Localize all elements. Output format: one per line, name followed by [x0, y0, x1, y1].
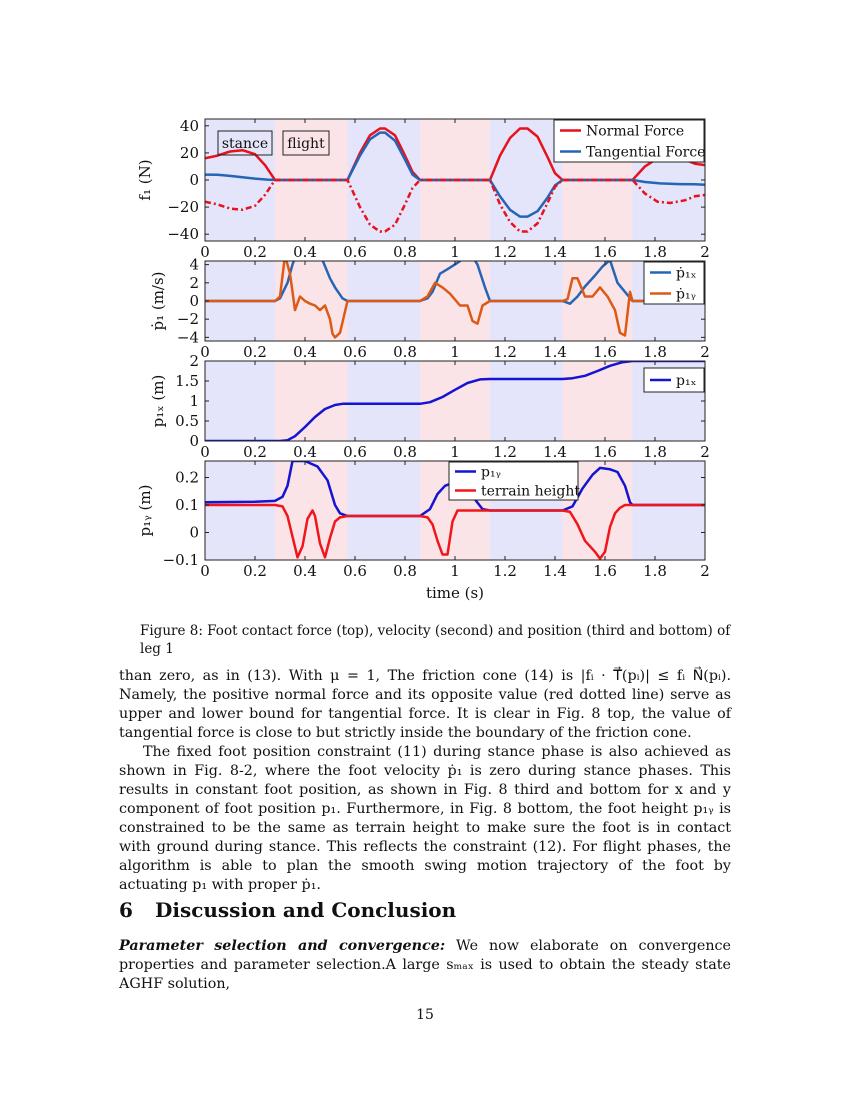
plot-panel-4: [136, 461, 710, 580]
phase-label: flight: [287, 136, 325, 152]
x-tick-label: 0.4: [293, 243, 317, 261]
y-tick-label: 0: [189, 523, 199, 542]
stance-phase-band: [490, 361, 563, 441]
page-number: 15: [416, 1007, 434, 1023]
y-tick-label: 0.5: [175, 412, 199, 430]
legend-label: ṗ₁ᵧ: [676, 286, 696, 303]
x-tick-label: 1.6: [593, 443, 617, 461]
x-tick-label: 1.6: [593, 562, 617, 580]
legend-label: Normal Force: [586, 123, 685, 140]
stance-phase-band: [633, 461, 706, 560]
x-tick-label: 0: [200, 562, 210, 580]
legend-label: p₁ₓ: [676, 373, 697, 389]
x-tick-label: 0.2: [243, 343, 267, 361]
paragraph-2-text: The fixed foot position constraint (11) during stance phase is also achieved as shown in Fig. 8-2, where the foot velocity ṗ₁ is zero during stance phases. This results in constant foot position, as shown in Fig. 8 third and bottom for x and y component of foot position p₁. Furthermore, in Fig. 8 bottom, the foot height p₁ᵧ is constrained to be the same as terrain height to make sure the foot is in contact with ground during stance. This reflects the constraint (12). For flight phases, the algorithm is able to plan the smooth swing motion trajectory of the foot by actuating p₁ with proper ṗ₁.: [119, 744, 731, 893]
x-tick-label: 1: [450, 343, 460, 361]
x-tick-label: 2: [700, 562, 710, 580]
y-tick-label: 0: [189, 432, 199, 450]
x-tick-label: 2: [700, 443, 710, 461]
x-tick-label: 0.8: [393, 243, 417, 261]
x-tick-label: 1.4: [543, 562, 567, 580]
phase-label: stance: [221, 136, 269, 152]
stance-phase-band: [348, 119, 421, 241]
y-tick-label: 0: [189, 171, 199, 189]
x-tick-label: 1.2: [493, 243, 517, 261]
stance-phase-band: [205, 461, 275, 560]
x-tick-label: 1.6: [593, 243, 617, 261]
x-tick-label: 0.2: [243, 243, 267, 261]
y-axis-label: ṗ₁ (m/s): [149, 271, 167, 331]
x-tick-label: 1: [450, 443, 460, 461]
paragraph-3-text: We now elaborate on convergence properties and parameter selection.A large sₘₐₓ is used to obtain the steady state AGHF solution,: [119, 938, 732, 992]
y-axis-label: p₁ᵧ (m): [136, 484, 154, 537]
x-tick-label: 1.2: [493, 343, 517, 361]
x-tick-label: 1: [450, 562, 460, 580]
x-tick-label: 1.6: [593, 343, 617, 361]
x-tick-label: 1.2: [493, 443, 517, 461]
x-tick-label: 1.8: [643, 343, 667, 361]
y-tick-label: 4: [189, 255, 199, 274]
x-tick-label: 0.4: [293, 343, 317, 361]
y-tick-label: 1.5: [175, 372, 199, 390]
x-tick-label: 0.6: [343, 443, 367, 461]
paragraph-friction-cone: [119, 667, 731, 895]
legend-label: Tangential Force: [586, 144, 706, 161]
y-tick-label: 1: [189, 392, 199, 410]
paragraph-1-text: than zero, as in (13). With μ = 1, The friction cone (14) is |fᵢ · T⃗(pᵢ)| ≤ fᵢ N⃗(pᵢ). Namely, the positive normal force and its opposite value (red dotted line) serve as upper and lower bound for tangential force. It is clear in Fig. 8 top, the value of tangential force is close to but strictly inside the boundary of the friction cone.: [119, 668, 731, 741]
x-tick-label: 0.6: [343, 243, 367, 261]
plot-panel-1: [136, 117, 710, 261]
y-tick-label: 0.1: [175, 496, 199, 514]
legend-label: p₁ᵧ: [481, 464, 501, 481]
x-tick-label: 1.4: [543, 243, 567, 261]
x-tick-label: 0.8: [393, 562, 417, 580]
y-tick-label: −0.1: [162, 551, 199, 569]
x-tick-label: 1.8: [643, 562, 667, 580]
x-tick-label: 0.4: [293, 443, 317, 461]
x-tick-label: 1.2: [493, 562, 517, 580]
x-tick-label: 1.4: [543, 443, 567, 461]
paragraph-3-lead: Parameter selection and convergence:: [119, 938, 446, 954]
x-tick-label: 2: [700, 243, 710, 261]
x-axis-label: time (s): [425, 584, 485, 602]
x-tick-label: 0.4: [293, 562, 317, 580]
flight-phase-band: [275, 361, 348, 441]
y-tick-label: 0: [189, 292, 199, 310]
legend-label: ṗ₁ₓ: [676, 265, 697, 282]
legend-label: terrain height: [481, 483, 580, 500]
section-heading: [119, 898, 456, 922]
x-tick-label: 0: [200, 443, 210, 461]
y-axis-label: f₁ (N): [136, 159, 154, 201]
plot-panel-2: [149, 250, 710, 361]
y-tick-label: 40: [179, 116, 199, 135]
x-tick-label: 0: [200, 243, 210, 261]
stance-phase-band: [348, 461, 421, 560]
figure-caption: Figure 8: Foot contact force (top), velocity (second) and position (third and bottom) of leg 1: [140, 623, 731, 657]
flight-phase-band: [275, 261, 348, 341]
y-tick-label: −4: [176, 328, 199, 347]
plot-panel-3: [149, 352, 710, 461]
x-tick-label: 1.8: [643, 243, 667, 261]
x-tick-label: 1.8: [643, 443, 667, 461]
section-number: 6: [119, 898, 133, 922]
x-tick-label: 2: [700, 343, 710, 361]
y-tick-label: 20: [179, 143, 199, 162]
x-tick-label: 1.4: [543, 343, 567, 361]
x-tick-label: 0: [200, 343, 210, 361]
x-tick-label: 1: [450, 243, 460, 261]
paragraph-parameter-selection: [119, 937, 731, 994]
y-tick-label: −40: [167, 225, 199, 244]
y-tick-label: −2: [176, 310, 199, 329]
x-tick-label: 0.8: [393, 343, 417, 361]
x-tick-label: 0.2: [243, 562, 267, 580]
flight-phase-band: [563, 361, 633, 441]
y-tick-label: −20: [167, 198, 199, 217]
x-tick-label: 0.6: [343, 562, 367, 580]
y-tick-label: 2: [189, 352, 199, 370]
y-tick-label: 0.2: [175, 468, 199, 487]
section-title: Discussion and Conclusion: [155, 898, 457, 922]
y-axis-label: p₁ₓ (m): [149, 374, 167, 428]
x-tick-label: 0.2: [243, 443, 267, 461]
stance-phase-band: [490, 119, 563, 241]
x-tick-label: 0.8: [393, 443, 417, 461]
stance-phase-band: [348, 361, 421, 441]
x-tick-label: 0.6: [343, 343, 367, 361]
y-tick-label: 2: [189, 273, 199, 292]
stance-phase-band: [205, 361, 275, 441]
